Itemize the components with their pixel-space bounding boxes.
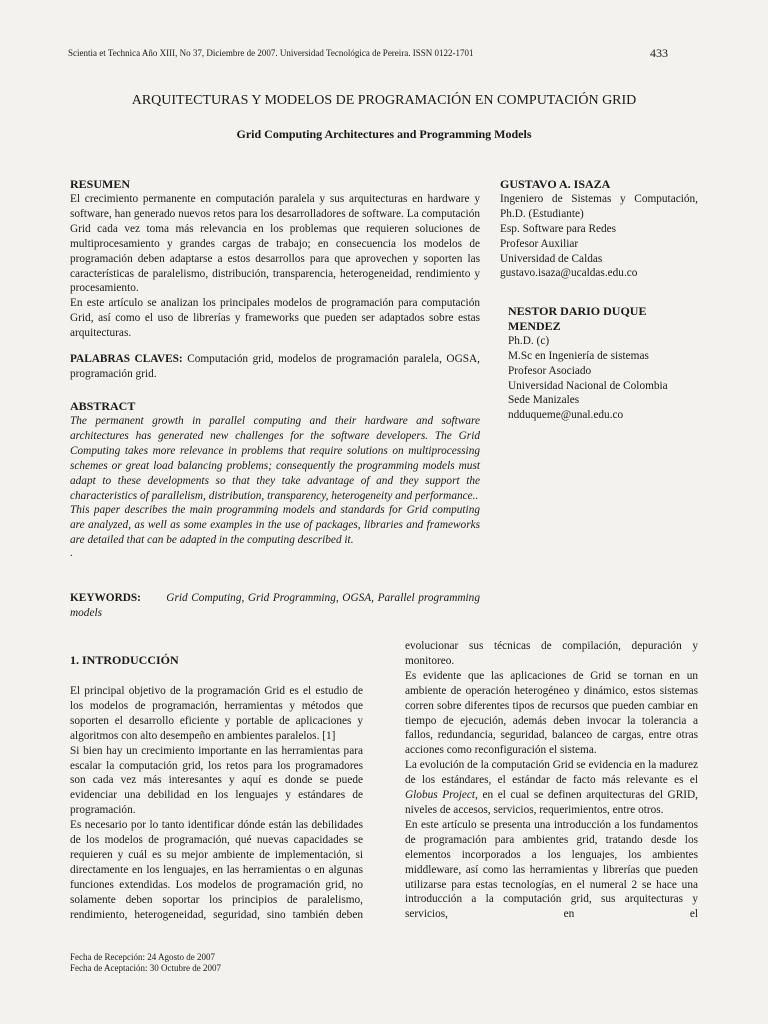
author-1-line: Ingeniero de Sistemas y Computación, Ph.D. (Estudiante) <box>500 192 698 220</box>
palabras-claves <box>70 352 480 382</box>
author-2-line: Universidad Nacional de Colombia <box>508 379 668 392</box>
paper-title: ARQUITECTURAS Y MODELOS DE PROGRAMACIÓN EN COMPUTACIÓN GRID <box>131 93 637 108</box>
author-2-line: Ph.D. (c) <box>508 334 550 347</box>
author-1-name: GUSTAVO A. ISAZA <box>500 177 611 191</box>
author-1-line: Esp. Software para Redes <box>500 222 617 235</box>
intro-paragraph-3: Es necesario por lo tanto identificar dónde están las debilidades de los modelos de programación, qué nuevas capacidades se requieren y cuál es su mejor ambiente de implementación, si directamente en los lenguajes, en las herramientas o en algunas funciones extendidas. Los modelos de programación grid, no solamente deben soportar los principios de paralelismo, rendimiento, heterogeneidad, seguridad, sino también deben <box>70 819 363 921</box>
intro-column-left <box>70 653 363 923</box>
abstract-paragraph-2: This paper describes the main programming models and standards for Grid computing are analyzed, as well as some examples in the use of packages, libraries and frameworks are detailed that can be adapted in the computing described it. <box>70 504 480 547</box>
author-1-line: Profesor Auxiliar <box>500 237 579 250</box>
author-1 <box>500 177 698 281</box>
author-2-line: Profesor Asociado <box>508 364 592 377</box>
col2-paragraph-3b: , en el cual se definen arquitecturas del GRID, niveles de accesos, servicios, requerimientos, entre otros. <box>405 789 698 816</box>
intro-column-right <box>405 639 698 922</box>
palabras-claves-label: PALABRAS CLAVES: <box>70 353 183 365</box>
intro-paragraph-1: El principal objetivo de la programación Grid es el estudio de los modelos de programación, herramientas y métodos que soporten el desarrollo eficiente y portable de aplicaciones y algoritmos con alto desempeño en ambientes paralelos. [1] <box>70 685 363 742</box>
author-2-line: M.Sc en Ingeniería de sistemas <box>508 349 649 362</box>
intro-heading: 1. INTRODUCCIÓN <box>70 653 179 667</box>
col2-paragraph-3a: La evolución de la computación Grid se evidencia en la madurez de los estándares, el estándar de facto más relevante es el <box>405 759 698 787</box>
col2-paragraph-4: En este artículo se presenta una introducción a los fundamentos de programación para ambientes grid, tratando desde los elementos incorporados a los lenguajes, los ambientes middleware, así como las herramientas y librerías que pueden utilizarse para estas tecnologías, en el numeral 2 se hace una introducción a la computación grid, sus arquitecturas y servicios, en el <box>405 818 698 921</box>
author-2 <box>508 304 698 423</box>
col2-paragraph-1: evolucionar sus técnicas de compilación, depuración y monitoreo. <box>405 640 698 667</box>
abstract-section <box>70 399 480 558</box>
resumen-paragraph-2: En este artículo se analizan los principales modelos de programación para computación Grid, así como el uso de librerías y frameworks que pueden ser adaptados sobre estas arquitecturas. <box>70 297 480 340</box>
keywords <box>70 591 480 621</box>
abstract-paragraph-1: The permanent growth in parallel computing and their hardware and software architectures has generated new challenges for the software developers. The Grid Computing takes more relevance in problems that require solutions on multiprocessing schemes or great load balancing problems; consequently the programming models must adapt to these developments so that they take advantage of and they support the characteristics of parallelism, distribution, transparency, heterogeneity and performance.. <box>70 415 480 502</box>
resumen-heading: RESUMEN <box>70 177 131 191</box>
page-number: 433 <box>650 46 668 60</box>
abstract-trailing-dot: . <box>70 547 73 560</box>
author-1-email: gustavo.isaza@ucaldas.edu.co <box>500 267 638 280</box>
keywords-label: KEYWORDS: <box>70 592 141 604</box>
author-2-email: ndduqueme@unal.edu.co <box>508 409 624 422</box>
abstract-heading: ABSTRACT <box>70 399 136 413</box>
accepted-date: Fecha de Aceptación: 30 Octubre de 2007 <box>70 963 221 973</box>
globus-project-term: Globus Project <box>405 789 476 802</box>
dates-footer <box>70 952 221 974</box>
received-date: Fecha de Recepción: 24 Agosto de 2007 <box>70 952 215 962</box>
resumen-section <box>70 177 480 341</box>
author-2-name: NESTOR DARIO DUQUE MENDEZ <box>508 304 647 333</box>
journal-citation: Scientia et Technica Año XIII, No 37, Diciembre de 2007. Universidad Tecnológica de Pereira. ISSN 0122-1701 <box>68 48 474 58</box>
col2-paragraph-2: Es evidente que las aplicaciones de Grid se tornan en un ambiente de operación heterogéneo y dinámico, estos sistemas corren sobre diferentes tipos de recursos que pueden cambiar en tiempo de ejecución, además deben invocar la tolerancia a fallos, redundancia, seguridad, balanceo de cargas, entre otras acciones como reconfiguración el sistema. <box>405 669 698 757</box>
palabras-claves-text: Computación grid, modelos de programación paralela, OGSA, programación grid. <box>70 353 480 380</box>
intro-paragraph-2: Si bien hay un crecimiento importante en las herramientas para escalar la computación grid, los retos para los programadores son cada vez más interesantes y aquí es donde se puede evidenciar una debilidad en los lenguajes y estándares de programación. <box>70 744 363 817</box>
keywords-text: Grid Computing, Grid Programming, OGSA, Parallel programming models <box>70 592 480 619</box>
author-2-line: Sede Manizales <box>508 394 580 407</box>
resumen-paragraph-1: El crecimiento permanente en computación paralela y sus arquitecturas en hardware y software, han generado nuevos retos para los desarrolladores de software. La computación Grid cada vez toma más relevancia en los problemas que requieren soluciones de multiprocesamiento y grandes cargas de trabajo; en consecuencia los modelos de programación deben adaptarse a estos desarrollos para que aprovechen y soporten las características de paralelismo, distribución, transparencia, heterogeneidad, rendimiento y procesamiento. <box>70 193 480 295</box>
author-1-line: Universidad de Caldas <box>500 252 603 265</box>
paper-subtitle: Grid Computing Architectures and Programming Models <box>236 127 532 141</box>
